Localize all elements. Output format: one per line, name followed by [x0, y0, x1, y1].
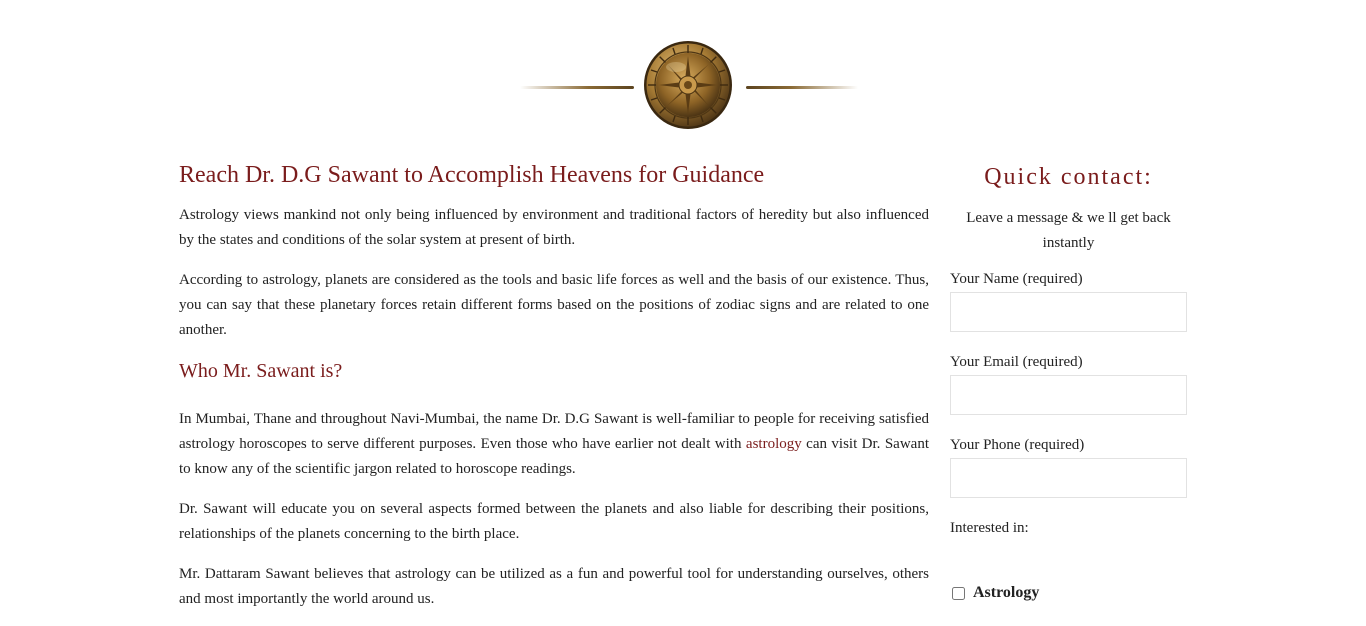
name-label: Your Name (required): [950, 271, 1083, 287]
phone-label: Your Phone (required): [950, 437, 1085, 453]
zodiac-wheel-emblem-icon: [643, 40, 733, 130]
divider-line-left: [520, 86, 634, 89]
phone-field[interactable]: [950, 458, 1187, 498]
astrology-link[interactable]: astrology: [745, 436, 802, 452]
interested-in-label: Interested in:: [950, 520, 1029, 536]
paragraph-3-text-start: In Mumbai, Thane and throughout Navi-Mumbai, the name Dr. D.G Sawant is well-familiar to people for receiving satisfied astrology horoscopes to serve different purposes. Even those who have earlier not dealt with: [179, 411, 929, 452]
astrology-option-label: Astrology: [973, 584, 1040, 601]
article-paragraph-2: According to astrology, planets are considered as the tools and basic life forces as well and the basis of our existence. Thus, you can say that these planetary forces retain different forms based on the positions of zodiac signs and are related to one another.: [179, 272, 929, 338]
astrology-checkbox[interactable]: [952, 587, 965, 600]
quick-contact-form: [950, 160, 1187, 602]
email-field[interactable]: [950, 375, 1187, 415]
quick-contact-title: Quick contact:: [984, 164, 1153, 190]
option-astrology[interactable]: [950, 584, 1187, 602]
paragraph-3-text-end: can visit Dr. Sawant to know any of the scientific jargon related to horoscope readings.: [179, 436, 929, 477]
page-title: Reach Dr. D.G Sawant to Accomplish Heavens for Guidance: [179, 162, 765, 188]
article-paragraph-5: Mr. Dattaram Sawant believes that astrology can be utilized as a fun and powerful tool for understanding ourselves, others and most importantly the world around us.: [179, 566, 929, 607]
divider-line-right: [746, 86, 858, 89]
name-field[interactable]: [950, 292, 1187, 332]
article-paragraph-3: [179, 407, 929, 482]
email-label: Your Email (required): [950, 354, 1083, 370]
article-paragraph-4: Dr. Sawant will educate you on several aspects formed between the planets and also liable for describing their positions, relationships of the planets concerning to the birth place.: [179, 501, 929, 542]
article: [179, 158, 929, 612]
quick-contact-intro: Leave a message & we ll get back instantly: [966, 210, 1171, 251]
section-heading: Who Mr. Sawant is?: [179, 360, 343, 382]
header-divider: [518, 40, 860, 134]
article-paragraph-1: Astrology views mankind not only being influenced by environment and traditional factors of heredity but also influenced by the states and conditions of the solar system at present of birth.: [179, 207, 929, 248]
